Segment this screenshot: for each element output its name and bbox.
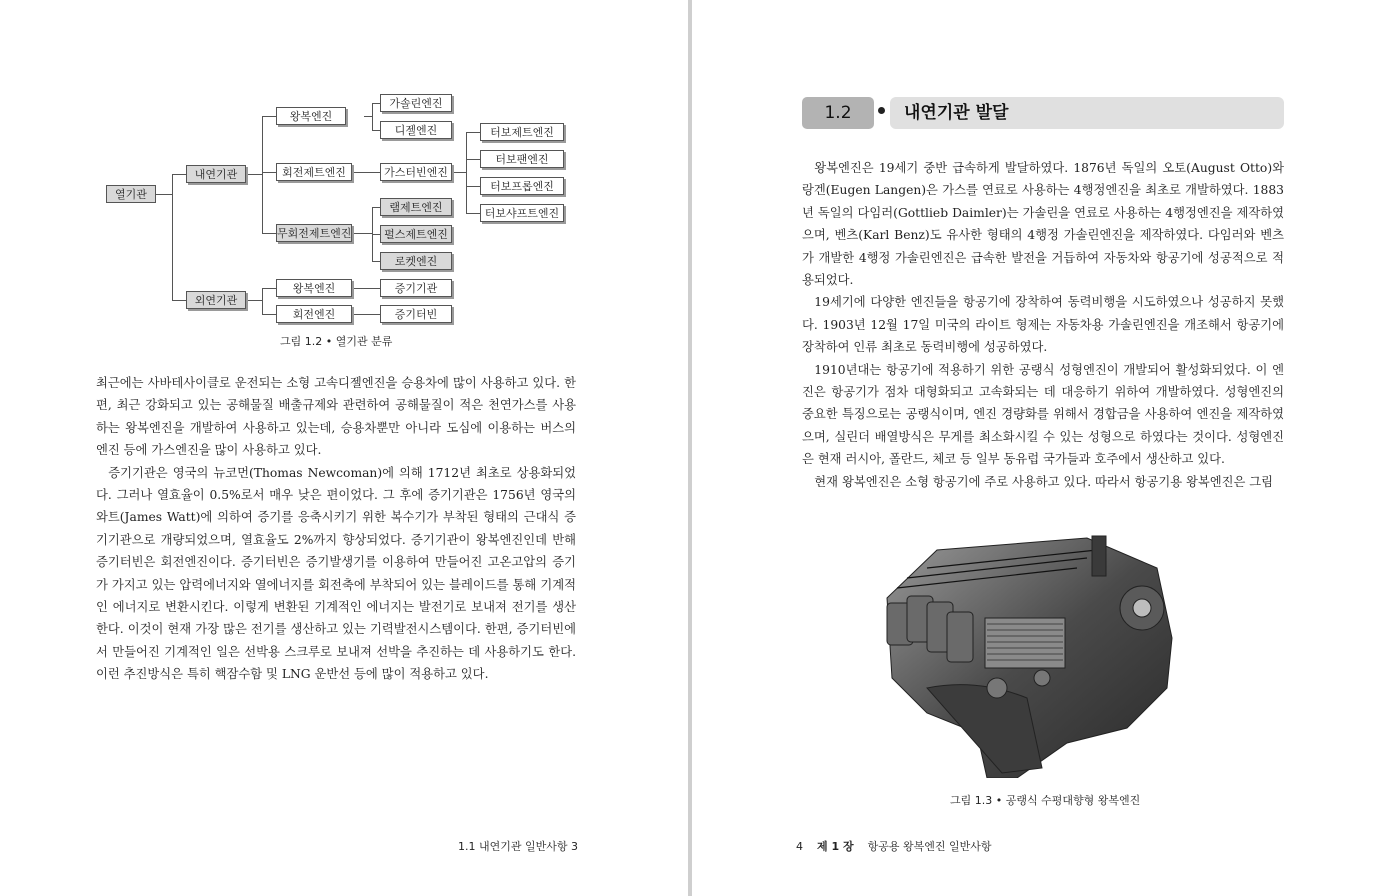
paragraph: 증기기관은 영국의 뉴코먼(Thomas Newcoman)에 의해 1712년 최초로 상용화되었다. 그러나 열효율이 0.5%로서 매우 낮은 편이었다. 그 후에 증기기관은 1756년 영국의 와트(James Watt)에 의하여 증기를 응축시키기 위한 복수기가 부착된 형태의 근대식 증기기관으로 개량되었으며, 열효율도 2%까지 향상되었다. 증기기관이 왕복엔진인데 반해 증기터빈은 회전엔진이다. 증기터빈은 증기발생기를 이용하여 만들어진 고온고압의 증기가 가지고 있는 압력에너지와 열에너지를 회전축에 부착되어 있는 블레이드를 통해 기계적인 에너지로 변환시킨다. 이렇게 변환된 기계적인 에너지는 발전기로 보내져 전기를 생산한다. 이것이 현재 가장 많은 전기를 생산하고 있는 기력발전시스템이다. 한편, 증기터빈에서 만들어진 기계적인 일은 선박용 스크루로 보내져 선박을 추진하는 데 사용하기도 한다. 이런 추진방식은 특히 핵잠수함 및 LNG 운반선 등에 많이 적용하고 있다.	[96, 465, 576, 682]
paragraph: 왕복엔진은 19세기 중반 급속하게 발달하였다. 1876년 독일의 오토(August Otto)와 랑겐(Eugen Langen)은 가스를 연료로 사용하는 4행정엔진을 최초로 개발하였다. 1883년 독일의 다임러(Gottlieb Daimler)는 가솔린을 연료로 사용하는 4행정엔진을 제작하였으며, 벤츠(Karl Benz)도 유사한 형태의 4행정 가솔린엔진을 제작하였다. 다임러와 벤츠가 개발한 4행정 가솔린엔진은 급속한 발전을 거듭하여 자동차와 항공기에 성공적으로 적용되었다.	[802, 161, 1284, 288]
left-page	[0, 0, 688, 896]
right-body-text	[802, 157, 1284, 493]
node-gasoline-engine: 가솔린엔진	[380, 94, 452, 112]
bullet-icon	[878, 107, 885, 114]
node-non-rotary-jet-engine: 무회전제트엔진	[276, 224, 352, 242]
node-steam-engine: 증기기관	[380, 279, 452, 297]
section-title: 내연기관 발달	[904, 103, 1009, 123]
paragraph: 현재 왕복엔진은 소형 항공기에 주로 사용하고 있다. 따라서 항공기용 왕복엔진은 그림	[814, 474, 1274, 489]
right-page-footer	[796, 838, 991, 854]
node-external-rotary-engine: 회전엔진	[276, 305, 352, 323]
engine-photo	[867, 528, 1185, 778]
left-body-text	[96, 372, 576, 686]
node-gas-turbine-engine: 가스터빈엔진	[380, 163, 452, 181]
heat-engine-classification-diagram	[100, 88, 580, 333]
node-external-combustion: 외연기관	[186, 291, 246, 309]
right-page	[692, 0, 1380, 896]
paragraph: 1910년대는 항공기에 적용하기 위한 공랭식 성형엔진이 개발되어 활성화되었다. 이 엔진은 항공기가 점차 대형화되고 고속화되는 데 대응하기 위하여 개발하였다. 성형엔진의 중요한 특징으로는 공랭식이며, 엔진 경량화를 위해서 경합금을 사용하여 엔진을 제작하였으며, 실린더 배열방식은 무게를 최소화시킬 수 있는 성형으로 하였다는 것이다. 성형엔진은 현재 러시아, 폴란드, 체코 등 일부 동유럽 국가들과 호주에서 생산하고 있다.	[802, 362, 1284, 467]
figure-caption: 그림 1.3 • 공랭식 수평대향형 왕복엔진	[950, 794, 1141, 807]
node-internal-combustion: 내연기관	[186, 165, 246, 183]
section-header	[802, 97, 1284, 129]
node-ramjet-engine: 램제트엔진	[380, 198, 452, 216]
footer-chapter: 제 1 장	[817, 840, 854, 853]
node-diesel-engine: 디젤엔진	[380, 121, 452, 139]
node-rocket-engine: 로켓엔진	[380, 252, 452, 270]
node-turboshaft-engine: 터보샤프트엔진	[480, 204, 564, 222]
node-pulsejet-engine: 펄스제트엔진	[380, 225, 452, 243]
section-title-bar	[890, 97, 1284, 129]
diagram-caption: 그림 1.2 • 열기관 분류	[280, 335, 393, 348]
paragraph: 19세기에 다양한 엔진들을 항공기에 장착하여 동력비행을 시도하였으나 성공하지 못했다. 1903년 12월 17일 미국의 라이트 형제는 자동차용 가솔린엔진을 개조해서 항공기에 장착하여 인류 최초로 동력비행에 성공하였다.	[802, 295, 1284, 355]
node-turboprop-engine: 터보프롭엔진	[480, 177, 564, 195]
node-turbojet-engine: 터보제트엔진	[480, 123, 564, 141]
footer-chapter-title: 항공용 왕복엔진 일반사항	[867, 840, 992, 853]
node-external-reciprocating-engine: 왕복엔진	[276, 279, 352, 297]
node-rotary-jet-engine: 회전제트엔진	[276, 163, 352, 181]
node-turbofan-engine: 터보팬엔진	[480, 150, 564, 168]
paragraph: 최근에는 사바테사이클로 운전되는 소형 고속디젤엔진을 승용차에 많이 사용하고 있다. 한편, 최근 강화되고 있는 공해물질 배출규제와 관련하여 공해물질이 적은 천연가스를 사용하는 왕복엔진을 개발하여 사용하고 있는데, 승용차뿐만 아니라 도심에 이용하는 버스의 엔진 등에 가스엔진을 많이 사용하고 있다.	[96, 376, 576, 458]
node-steam-turbine: 증기터빈	[380, 305, 452, 323]
footer-page-number: 4	[796, 840, 803, 853]
section-number: 1.2	[802, 97, 874, 129]
left-page-footer: 1.1 내연기관 일반사항 3	[458, 840, 578, 853]
node-reciprocating-engine: 왕복엔진	[276, 107, 346, 125]
node-heat-engine: 열기관	[106, 185, 156, 203]
